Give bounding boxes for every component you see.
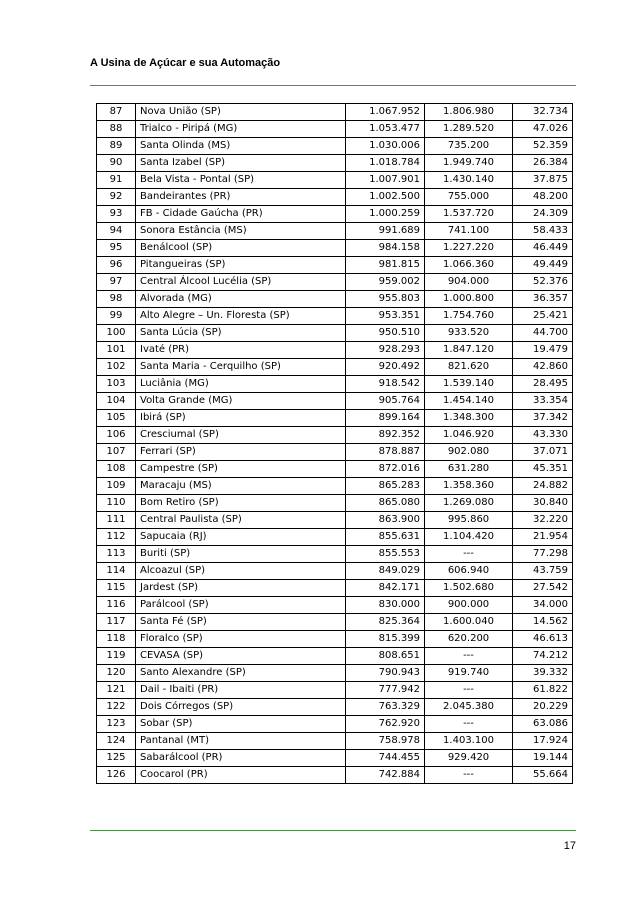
table-row	[97, 121, 573, 138]
value-1-cell: 878.887	[346, 444, 425, 461]
table-row	[97, 274, 573, 291]
value-3-cell: 46.613	[513, 631, 573, 648]
rank-cell: 114	[97, 563, 136, 580]
table-row	[97, 104, 573, 121]
value-3-cell: 14.562	[513, 614, 573, 631]
rank-cell: 120	[97, 665, 136, 682]
rank-cell: 110	[97, 495, 136, 512]
value-2-cell: 735.200	[425, 138, 513, 155]
rank-cell: 93	[97, 206, 136, 223]
mill-name-cell: Floralco (SP)	[136, 631, 346, 648]
table-row	[97, 648, 573, 665]
mill-name-cell: Sonora Estância (MS)	[136, 223, 346, 240]
value-1-cell: 928.293	[346, 342, 425, 359]
table-row	[97, 665, 573, 682]
value-1-cell: 981.815	[346, 257, 425, 274]
rank-cell: 108	[97, 461, 136, 478]
value-3-cell: 45.351	[513, 461, 573, 478]
value-1-cell: 1.053.477	[346, 121, 425, 138]
value-2-cell: 1.348.300	[425, 410, 513, 427]
rank-cell: 103	[97, 376, 136, 393]
value-2-cell: 904.000	[425, 274, 513, 291]
rank-cell: 106	[97, 427, 136, 444]
table-row	[97, 427, 573, 444]
value-2-cell: 900.000	[425, 597, 513, 614]
value-1-cell: 1.030.006	[346, 138, 425, 155]
table-row	[97, 138, 573, 155]
rank-cell: 122	[97, 699, 136, 716]
value-1-cell: 899.164	[346, 410, 425, 427]
value-3-cell: 37.342	[513, 410, 573, 427]
rank-cell: 87	[97, 104, 136, 121]
table-row	[97, 563, 573, 580]
value-1-cell: 777.942	[346, 682, 425, 699]
table-row	[97, 223, 573, 240]
rank-cell: 101	[97, 342, 136, 359]
value-3-cell: 43.330	[513, 427, 573, 444]
mill-name-cell: Alto Alegre – Un. Floresta (SP)	[136, 308, 346, 325]
value-3-cell: 49.449	[513, 257, 573, 274]
rank-cell: 99	[97, 308, 136, 325]
table-row	[97, 478, 573, 495]
rank-cell: 105	[97, 410, 136, 427]
value-1-cell: 872.016	[346, 461, 425, 478]
rank-cell: 118	[97, 631, 136, 648]
mill-name-cell: FB - Cidade Gaúcha (PR)	[136, 206, 346, 223]
value-2-cell: 1.754.760	[425, 308, 513, 325]
value-2-cell: 1.403.100	[425, 733, 513, 750]
value-2-cell: ---	[425, 682, 513, 699]
rank-cell: 116	[97, 597, 136, 614]
value-3-cell: 20.229	[513, 699, 573, 716]
table-row	[97, 308, 573, 325]
mill-name-cell: Ferrari (SP)	[136, 444, 346, 461]
table-row	[97, 580, 573, 597]
table-row	[97, 495, 573, 512]
rank-cell: 125	[97, 750, 136, 767]
rank-cell: 88	[97, 121, 136, 138]
page-number: 17	[563, 840, 576, 852]
value-3-cell: 36.357	[513, 291, 573, 308]
table-row	[97, 376, 573, 393]
value-1-cell: 758.978	[346, 733, 425, 750]
value-1-cell: 762.920	[346, 716, 425, 733]
value-1-cell: 842.171	[346, 580, 425, 597]
value-1-cell: 1.067.952	[346, 104, 425, 121]
value-3-cell: 37.875	[513, 172, 573, 189]
table-row	[97, 529, 573, 546]
table-row	[97, 767, 573, 784]
rank-cell: 90	[97, 155, 136, 172]
header-divider	[90, 85, 576, 86]
table-row	[97, 342, 573, 359]
value-2-cell: 1.454.140	[425, 393, 513, 410]
table-row	[97, 325, 573, 342]
page-header-title: A Usina de Açúcar e sua Automação	[90, 57, 281, 69]
value-2-cell: 1.539.140	[425, 376, 513, 393]
value-2-cell: 1.502.680	[425, 580, 513, 597]
value-3-cell: 19.479	[513, 342, 573, 359]
value-2-cell: 1.600.040	[425, 614, 513, 631]
value-2-cell: 1.949.740	[425, 155, 513, 172]
value-3-cell: 24.309	[513, 206, 573, 223]
value-2-cell: 1.806.980	[425, 104, 513, 121]
mill-name-cell: Ivaté (PR)	[136, 342, 346, 359]
table-row	[97, 546, 573, 563]
mill-name-cell: Alcoazul (SP)	[136, 563, 346, 580]
mill-name-cell: Pitangueiras (SP)	[136, 257, 346, 274]
value-1-cell: 863.900	[346, 512, 425, 529]
rank-cell: 124	[97, 733, 136, 750]
value-1-cell: 918.542	[346, 376, 425, 393]
mill-name-cell: Ibirá (SP)	[136, 410, 346, 427]
value-1-cell: 892.352	[346, 427, 425, 444]
mill-name-cell: Santa Maria - Cerquilho (SP)	[136, 359, 346, 376]
rank-cell: 121	[97, 682, 136, 699]
value-3-cell: 32.220	[513, 512, 573, 529]
table-row	[97, 733, 573, 750]
mill-name-cell: Bandeirantes (PR)	[136, 189, 346, 206]
table-row	[97, 699, 573, 716]
value-2-cell: ---	[425, 648, 513, 665]
table-row	[97, 359, 573, 376]
value-3-cell: 43.759	[513, 563, 573, 580]
mill-name-cell: Santa Fé (SP)	[136, 614, 346, 631]
mills-ranking-table	[96, 103, 573, 784]
value-1-cell: 1.007.901	[346, 172, 425, 189]
mill-name-cell: Nova União (SP)	[136, 104, 346, 121]
table-row	[97, 682, 573, 699]
value-1-cell: 950.510	[346, 325, 425, 342]
mill-name-cell: CEVASA (SP)	[136, 648, 346, 665]
rank-cell: 112	[97, 529, 136, 546]
table-row	[97, 444, 573, 461]
mill-name-cell: Dois Córregos (SP)	[136, 699, 346, 716]
rank-cell: 94	[97, 223, 136, 240]
table-row	[97, 291, 573, 308]
rank-cell: 109	[97, 478, 136, 495]
rank-cell: 123	[97, 716, 136, 733]
value-3-cell: 33.354	[513, 393, 573, 410]
rank-cell: 96	[97, 257, 136, 274]
value-2-cell: 620.200	[425, 631, 513, 648]
value-2-cell: 1.000.800	[425, 291, 513, 308]
value-1-cell: 1.018.784	[346, 155, 425, 172]
mill-name-cell: Buriti (SP)	[136, 546, 346, 563]
table-row	[97, 631, 573, 648]
value-3-cell: 39.332	[513, 665, 573, 682]
value-1-cell: 825.364	[346, 614, 425, 631]
mill-name-cell: Sabarálcool (PR)	[136, 750, 346, 767]
value-3-cell: 27.542	[513, 580, 573, 597]
value-3-cell: 46.449	[513, 240, 573, 257]
value-3-cell: 77.298	[513, 546, 573, 563]
value-1-cell: 855.553	[346, 546, 425, 563]
table-row	[97, 155, 573, 172]
mill-name-cell: Campestre (SP)	[136, 461, 346, 478]
value-3-cell: 28.495	[513, 376, 573, 393]
mill-name-cell: Santa Olinda (MS)	[136, 138, 346, 155]
value-1-cell: 830.000	[346, 597, 425, 614]
mill-name-cell: Dail - Ibaiti (PR)	[136, 682, 346, 699]
mill-name-cell: Central Paulista (SP)	[136, 512, 346, 529]
mill-name-cell: Central Álcool Lucélia (SP)	[136, 274, 346, 291]
value-3-cell: 26.384	[513, 155, 573, 172]
value-3-cell: 47.026	[513, 121, 573, 138]
value-2-cell: 2.045.380	[425, 699, 513, 716]
value-2-cell: 606.940	[425, 563, 513, 580]
mill-name-cell: Alvorada (MG)	[136, 291, 346, 308]
value-3-cell: 63.086	[513, 716, 573, 733]
mill-name-cell: Luciânia (MG)	[136, 376, 346, 393]
value-2-cell: 933.520	[425, 325, 513, 342]
mill-name-cell: Coocarol (PR)	[136, 767, 346, 784]
value-3-cell: 32.734	[513, 104, 573, 121]
rank-cell: 115	[97, 580, 136, 597]
value-1-cell: 865.283	[346, 478, 425, 495]
rank-cell: 95	[97, 240, 136, 257]
value-1-cell: 790.943	[346, 665, 425, 682]
rank-cell: 100	[97, 325, 136, 342]
table-row	[97, 716, 573, 733]
value-2-cell: ---	[425, 546, 513, 563]
value-3-cell: 24.882	[513, 478, 573, 495]
value-2-cell: 919.740	[425, 665, 513, 682]
table-row	[97, 750, 573, 767]
value-2-cell: 1.269.080	[425, 495, 513, 512]
value-2-cell: 1.358.360	[425, 478, 513, 495]
mill-name-cell: Sobar (SP)	[136, 716, 346, 733]
mill-name-cell: Pantanal (MT)	[136, 733, 346, 750]
value-3-cell: 25.421	[513, 308, 573, 325]
rank-cell: 91	[97, 172, 136, 189]
value-3-cell: 52.376	[513, 274, 573, 291]
value-2-cell: 995.860	[425, 512, 513, 529]
value-1-cell: 920.492	[346, 359, 425, 376]
value-2-cell: 631.280	[425, 461, 513, 478]
value-3-cell: 42.860	[513, 359, 573, 376]
value-3-cell: 58.433	[513, 223, 573, 240]
value-2-cell: 1.046.920	[425, 427, 513, 444]
mill-name-cell: Sapucaia (RJ)	[136, 529, 346, 546]
mill-name-cell: Cresciumal (SP)	[136, 427, 346, 444]
value-1-cell: 815.399	[346, 631, 425, 648]
rank-cell: 111	[97, 512, 136, 529]
value-1-cell: 849.029	[346, 563, 425, 580]
value-2-cell: 821.620	[425, 359, 513, 376]
table-row	[97, 206, 573, 223]
mill-name-cell: Jardest (SP)	[136, 580, 346, 597]
value-3-cell: 37.071	[513, 444, 573, 461]
rank-cell: 102	[97, 359, 136, 376]
value-3-cell: 17.924	[513, 733, 573, 750]
value-1-cell: 1.002.500	[346, 189, 425, 206]
table-row	[97, 172, 573, 189]
table-row	[97, 240, 573, 257]
value-3-cell: 34.000	[513, 597, 573, 614]
footer-divider	[90, 830, 576, 831]
value-2-cell: 1.104.420	[425, 529, 513, 546]
value-3-cell: 74.212	[513, 648, 573, 665]
rank-cell: 104	[97, 393, 136, 410]
value-1-cell: 955.803	[346, 291, 425, 308]
mill-name-cell: Maracaju (MS)	[136, 478, 346, 495]
table-row	[97, 257, 573, 274]
mill-name-cell: Santa Izabel (SP)	[136, 155, 346, 172]
mill-name-cell: Parálcool (SP)	[136, 597, 346, 614]
value-2-cell: 1.066.360	[425, 257, 513, 274]
value-2-cell: 755.000	[425, 189, 513, 206]
value-2-cell: 1.430.140	[425, 172, 513, 189]
value-1-cell: 763.329	[346, 699, 425, 716]
rank-cell: 98	[97, 291, 136, 308]
mill-name-cell: Trialco - Piripá (MG)	[136, 121, 346, 138]
value-2-cell: 1.847.120	[425, 342, 513, 359]
value-1-cell: 1.000.259	[346, 206, 425, 223]
table-row	[97, 512, 573, 529]
rank-cell: 119	[97, 648, 136, 665]
value-1-cell: 865.080	[346, 495, 425, 512]
value-3-cell: 21.954	[513, 529, 573, 546]
value-3-cell: 48.200	[513, 189, 573, 206]
value-1-cell: 984.158	[346, 240, 425, 257]
rank-cell: 113	[97, 546, 136, 563]
rank-cell: 126	[97, 767, 136, 784]
mill-name-cell: Volta Grande (MG)	[136, 393, 346, 410]
value-2-cell: ---	[425, 716, 513, 733]
mill-name-cell: Benálcool (SP)	[136, 240, 346, 257]
value-2-cell: 1.537.720	[425, 206, 513, 223]
mill-name-cell: Santa Lúcia (SP)	[136, 325, 346, 342]
value-2-cell: 1.227.220	[425, 240, 513, 257]
value-3-cell: 55.664	[513, 767, 573, 784]
value-3-cell: 19.144	[513, 750, 573, 767]
rank-cell: 117	[97, 614, 136, 631]
value-2-cell: 929.420	[425, 750, 513, 767]
value-1-cell: 742.884	[346, 767, 425, 784]
table-row	[97, 461, 573, 478]
table-row	[97, 393, 573, 410]
value-3-cell: 44.700	[513, 325, 573, 342]
table-row	[97, 410, 573, 427]
value-2-cell: ---	[425, 767, 513, 784]
value-3-cell: 30.840	[513, 495, 573, 512]
table-row	[97, 614, 573, 631]
value-3-cell: 61.822	[513, 682, 573, 699]
table-row	[97, 597, 573, 614]
value-1-cell: 905.764	[346, 393, 425, 410]
value-2-cell: 741.100	[425, 223, 513, 240]
value-1-cell: 991.689	[346, 223, 425, 240]
mill-name-cell: Santo Alexandre (SP)	[136, 665, 346, 682]
value-1-cell: 959.002	[346, 274, 425, 291]
value-1-cell: 744.455	[346, 750, 425, 767]
mill-name-cell: Bom Retiro (SP)	[136, 495, 346, 512]
mill-name-cell: Bela Vista - Pontal (SP)	[136, 172, 346, 189]
rank-cell: 92	[97, 189, 136, 206]
table-row	[97, 189, 573, 206]
rank-cell: 89	[97, 138, 136, 155]
value-1-cell: 953.351	[346, 308, 425, 325]
value-2-cell: 1.289.520	[425, 121, 513, 138]
value-3-cell: 52.359	[513, 138, 573, 155]
rank-cell: 97	[97, 274, 136, 291]
rank-cell: 107	[97, 444, 136, 461]
value-2-cell: 902.080	[425, 444, 513, 461]
value-1-cell: 808.651	[346, 648, 425, 665]
value-1-cell: 855.631	[346, 529, 425, 546]
